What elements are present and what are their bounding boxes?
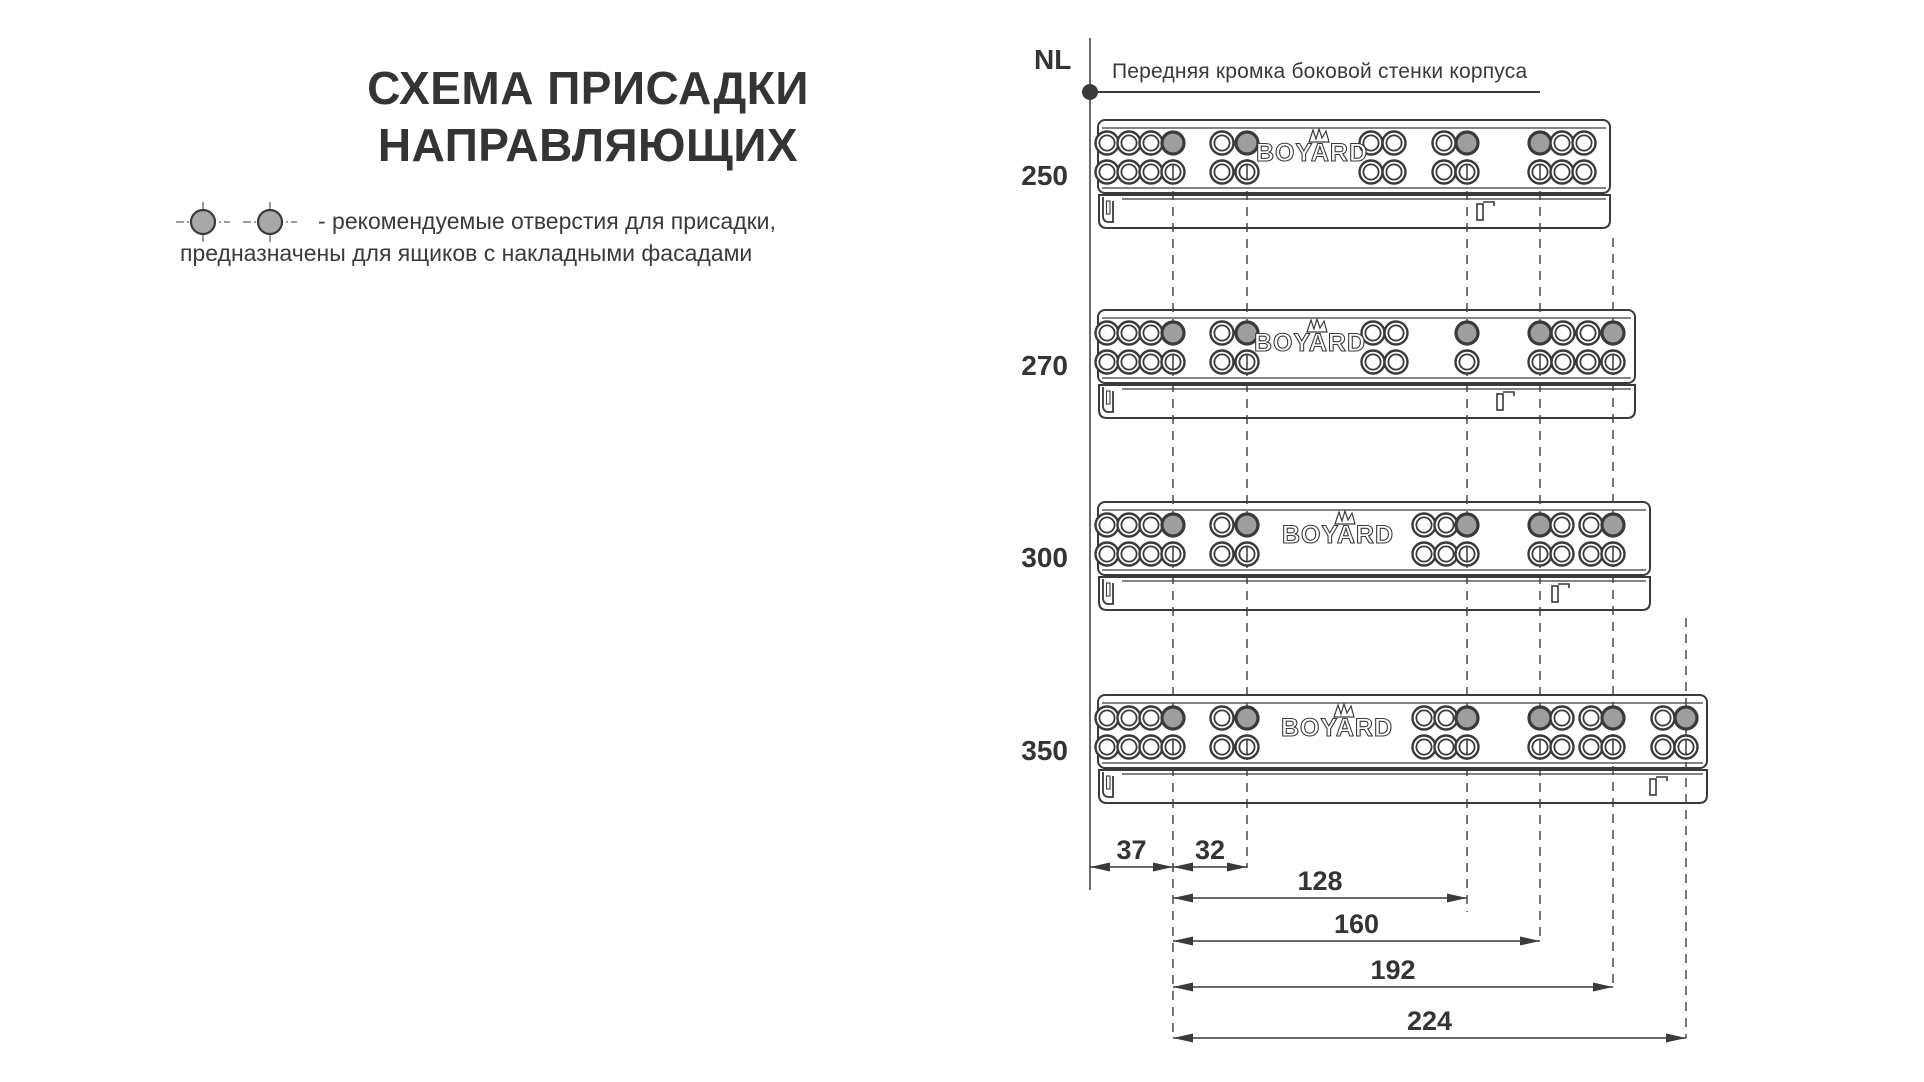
rail-hook-slot: [1107, 776, 1111, 789]
mounting-hole-inner: [1386, 135, 1401, 150]
recommended-hole: [1162, 514, 1184, 536]
recommended-hole: [1602, 707, 1624, 729]
recommended-hole: [1456, 322, 1478, 344]
front-edge-note: Передняя кромка боковой стенки корпуса: [1112, 60, 1528, 83]
mounting-hole-inner: [1580, 325, 1595, 340]
mounting-hole-inner: [1554, 710, 1569, 725]
mounting-hole-inner: [1214, 546, 1229, 561]
rail-latch: [1552, 586, 1558, 602]
mounting-hole-inner: [1143, 135, 1158, 150]
row-length-label-300: 300: [1021, 542, 1068, 573]
nl-datum-label: NL: [1034, 44, 1072, 75]
mounting-hole-inner: [1554, 739, 1569, 754]
dimension-arrow: [1447, 894, 1467, 903]
row-length-label-270: 270: [1021, 350, 1068, 381]
cabinet-rail-body: [1099, 195, 1610, 228]
boyard-logo: BOYARD: [1281, 521, 1395, 549]
legend-text-line-2: предназначены для ящиков с накладными фасадами: [180, 240, 753, 266]
recommended-hole: [1602, 322, 1624, 344]
mounting-hole-inner: [1214, 517, 1229, 532]
mounting-hole-inner: [1365, 354, 1380, 369]
mounting-hole-inner: [1554, 546, 1569, 561]
recommended-hole: [1236, 707, 1258, 729]
mounting-hole-inner: [1121, 517, 1136, 532]
recommended-hole: [1236, 514, 1258, 536]
mounting-hole-inner: [1555, 354, 1570, 369]
row-length-label-350: 350: [1021, 735, 1068, 766]
rail-hook-slot: [1107, 201, 1111, 214]
page-title-line-2: НАПРАВЛЯЮЩИХ: [377, 119, 799, 172]
mounting-hole-inner: [1554, 517, 1569, 532]
recommended-hole: [1529, 707, 1551, 729]
boyard-logo: BOYARD: [1280, 714, 1394, 742]
mounting-hole-inner: [1438, 739, 1453, 754]
mounting-hole-inner: [1121, 739, 1136, 754]
cabinet-rail-body: [1099, 577, 1650, 610]
mounting-hole-inner: [1580, 354, 1595, 369]
boyard-logo: BOYARD: [1253, 329, 1367, 357]
dimension-arrow: [1173, 894, 1193, 903]
dimension-arrow: [1173, 983, 1193, 992]
dimension-label-192: 192: [1370, 955, 1416, 985]
mounting-hole-inner: [1121, 546, 1136, 561]
mounting-hole-inner: [1576, 135, 1591, 150]
mounting-hole-inner: [1143, 354, 1158, 369]
mounting-hole-inner: [1143, 739, 1158, 754]
mounting-hole-inner: [1436, 164, 1451, 179]
mounting-hole-inner: [1099, 546, 1114, 561]
cabinet-rail-body: [1099, 770, 1707, 803]
recommended-hole: [1529, 132, 1551, 154]
recommended-hole: [1456, 132, 1478, 154]
mounting-hole-inner: [1583, 517, 1598, 532]
recommended-hole: [1675, 707, 1697, 729]
dimension-label-128: 128: [1297, 866, 1343, 896]
mounting-hole-inner: [1099, 739, 1114, 754]
recommended-hole: [1162, 707, 1184, 729]
mounting-hole-inner: [1583, 546, 1598, 561]
rail-latch: [1477, 204, 1483, 220]
recommended-hole: [1529, 514, 1551, 536]
legend-text-line-1: - рекомендуемые отверстия для присадки,: [318, 208, 776, 234]
mounting-hole-inner: [1121, 354, 1136, 369]
mounting-hole-inner: [1099, 517, 1114, 532]
mounting-hole-inner: [1438, 710, 1453, 725]
mounting-hole-inner: [1143, 546, 1158, 561]
rail-hook-slot: [1107, 583, 1111, 596]
mounting-hole-inner: [1214, 164, 1229, 179]
mounting-hole-inner: [1554, 135, 1569, 150]
recommended-hole: [1236, 132, 1258, 154]
mounting-hole-inner: [1555, 325, 1570, 340]
mounting-hole-inner: [1365, 325, 1380, 340]
mounting-hole-inner: [1655, 739, 1670, 754]
dimension-label-32: 32: [1194, 835, 1226, 865]
mounting-hole-inner: [1214, 739, 1229, 754]
dimension-label-160: 160: [1333, 909, 1380, 939]
row-length-label-250: 250: [1021, 160, 1068, 191]
mounting-hole-inner: [1099, 325, 1114, 340]
recommended-hole: [1162, 132, 1184, 154]
mounting-hole-inner: [1121, 164, 1136, 179]
dimension-arrow: [1520, 937, 1540, 946]
mounting-hole-inner: [1576, 164, 1591, 179]
mounting-hole-inner: [1214, 354, 1229, 369]
mounting-hole-inner: [1143, 164, 1158, 179]
mounting-hole-inner: [1438, 546, 1453, 561]
mounting-hole-inner: [1386, 164, 1401, 179]
mounting-hole-inner: [1121, 135, 1136, 150]
recommended-hole: [1456, 514, 1478, 536]
mounting-hole-inner: [1099, 164, 1114, 179]
mounting-hole-inner: [1583, 739, 1598, 754]
mounting-hole-inner: [1214, 135, 1229, 150]
mounting-hole-inner: [1214, 325, 1229, 340]
recommended-hole: [1456, 707, 1478, 729]
dimension-label-37: 37: [1116, 835, 1147, 865]
rail-latch: [1650, 779, 1656, 795]
mounting-hole-inner: [1416, 739, 1431, 754]
mounting-hole-inner: [1416, 546, 1431, 561]
legend-hole-icon: [191, 210, 215, 234]
mounting-hole-inner: [1099, 135, 1114, 150]
rail-hook-slot: [1107, 391, 1111, 404]
dimension-arrow: [1593, 983, 1613, 992]
mounting-hole-inner: [1099, 354, 1114, 369]
mounting-hole-inner: [1583, 710, 1598, 725]
recommended-hole: [1529, 322, 1551, 344]
mounting-hole-inner: [1388, 325, 1403, 340]
recommended-hole: [1602, 514, 1624, 536]
mounting-hole-inner: [1416, 517, 1431, 532]
dimension-arrow: [1173, 937, 1193, 946]
page-title-line-1: СХЕМА ПРИСАДКИ: [367, 62, 809, 114]
legend-hole-icon: [258, 210, 282, 234]
rail-latch: [1497, 394, 1503, 410]
mounting-hole-inner: [1099, 710, 1114, 725]
dimension-arrow: [1173, 1034, 1193, 1043]
mounting-hole-inner: [1214, 710, 1229, 725]
cabinet-rail-body: [1099, 385, 1635, 418]
mounting-hole-inner: [1143, 325, 1158, 340]
mounting-hole-inner: [1436, 135, 1451, 150]
mounting-hole-inner: [1388, 354, 1403, 369]
dimension-arrow: [1666, 1034, 1686, 1043]
mounting-hole-inner: [1655, 710, 1670, 725]
dimension-label-224: 224: [1406, 1006, 1453, 1036]
mounting-hole-inner: [1554, 164, 1569, 179]
recommended-hole: [1162, 322, 1184, 344]
mounting-hole-inner: [1143, 517, 1158, 532]
mounting-hole-inner: [1143, 710, 1158, 725]
mounting-hole-inner: [1121, 710, 1136, 725]
mounting-hole-inner: [1416, 710, 1431, 725]
mounting-hole-inner: [1459, 354, 1474, 369]
mounting-hole-inner: [1438, 517, 1453, 532]
mounting-hole-inner: [1121, 325, 1136, 340]
boyard-logo: BOYARD: [1255, 139, 1369, 167]
